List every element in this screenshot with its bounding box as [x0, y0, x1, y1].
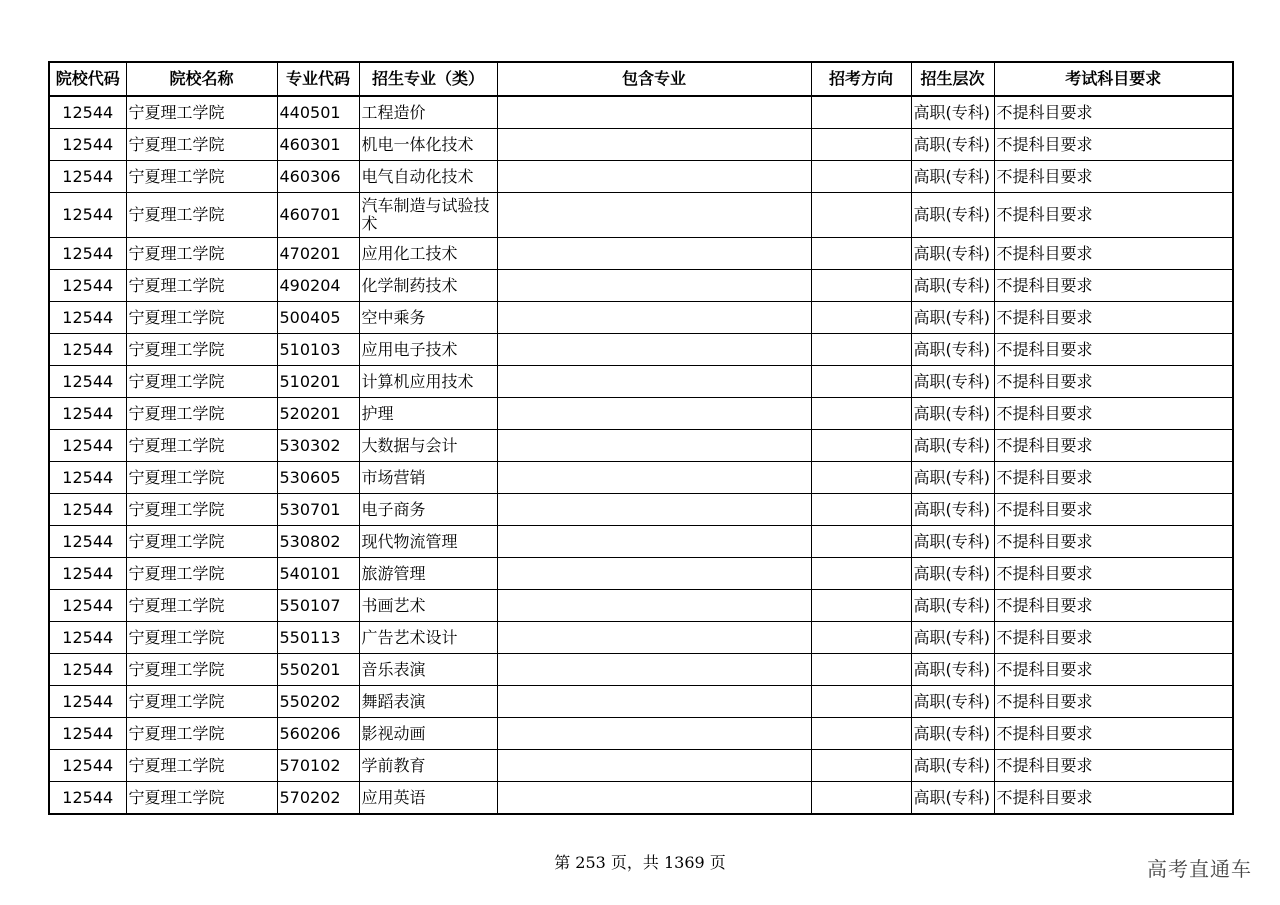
cell-direction — [811, 462, 911, 494]
cell-subject-requirements: 不提科目要求 — [994, 270, 1233, 302]
cell-school-code: 12544 — [49, 782, 126, 815]
cell-direction — [811, 526, 911, 558]
cell-school-name: 宁夏理工学院 — [126, 238, 277, 270]
table-row — [49, 270, 1233, 302]
cell-school-code: 12544 — [49, 526, 126, 558]
cell-school-code: 12544 — [49, 558, 126, 590]
cell-subject-requirements: 不提科目要求 — [994, 494, 1233, 526]
cell-school-code: 12544 — [49, 590, 126, 622]
cell-included-majors — [497, 494, 811, 526]
cell-school-code: 12544 — [49, 718, 126, 750]
table-row — [49, 718, 1233, 750]
cell-major-code: 510103 — [277, 334, 359, 366]
cell-school-code: 12544 — [49, 430, 126, 462]
cell-subject-requirements: 不提科目要求 — [994, 526, 1233, 558]
cell-level: 高职(专科) — [911, 270, 994, 302]
cell-direction — [811, 96, 911, 129]
cell-major-code: 530701 — [277, 494, 359, 526]
table-row — [49, 366, 1233, 398]
cell-direction — [811, 270, 911, 302]
cell-direction — [811, 558, 911, 590]
cell-school-code: 12544 — [49, 686, 126, 718]
cell-school-code: 12544 — [49, 622, 126, 654]
cell-level: 高职(专科) — [911, 96, 994, 129]
cell-major-code: 470201 — [277, 238, 359, 270]
table-row — [49, 526, 1233, 558]
cell-included-majors — [497, 718, 811, 750]
cell-major: 音乐表演 — [359, 654, 497, 686]
cell-school-code: 12544 — [49, 161, 126, 193]
cell-school-name: 宁夏理工学院 — [126, 750, 277, 782]
header-included-majors: 包含专业 — [497, 62, 811, 96]
table-row — [49, 494, 1233, 526]
cell-direction — [811, 622, 911, 654]
cell-school-code: 12544 — [49, 270, 126, 302]
cell-major-code: 570102 — [277, 750, 359, 782]
cell-major: 大数据与会计 — [359, 430, 497, 462]
cell-level: 高职(专科) — [911, 686, 994, 718]
cell-included-majors — [497, 96, 811, 129]
cell-level: 高职(专科) — [911, 526, 994, 558]
cell-school-name: 宁夏理工学院 — [126, 398, 277, 430]
cell-major-code: 550107 — [277, 590, 359, 622]
cell-included-majors — [497, 782, 811, 815]
cell-school-name: 宁夏理工学院 — [126, 462, 277, 494]
table-row — [49, 238, 1233, 270]
cell-major: 机电一体化技术 — [359, 129, 497, 161]
cell-subject-requirements: 不提科目要求 — [994, 161, 1233, 193]
cell-subject-requirements: 不提科目要求 — [994, 750, 1233, 782]
cell-school-code: 12544 — [49, 494, 126, 526]
cell-major-code: 500405 — [277, 302, 359, 334]
cell-subject-requirements: 不提科目要求 — [994, 193, 1233, 238]
page-number: 第 253 页，共 1369 页 — [554, 853, 726, 872]
cell-level: 高职(专科) — [911, 430, 994, 462]
header-major-code: 专业代码 — [277, 62, 359, 96]
cell-school-name: 宁夏理工学院 — [126, 161, 277, 193]
cell-subject-requirements: 不提科目要求 — [994, 622, 1233, 654]
cell-included-majors — [497, 238, 811, 270]
cell-included-majors — [497, 462, 811, 494]
table-header-row — [49, 62, 1233, 96]
cell-major-code: 460301 — [277, 129, 359, 161]
cell-direction — [811, 782, 911, 815]
cell-major-code: 460306 — [277, 161, 359, 193]
cell-subject-requirements: 不提科目要求 — [994, 430, 1233, 462]
cell-school-name: 宁夏理工学院 — [126, 558, 277, 590]
cell-school-code: 12544 — [49, 654, 126, 686]
table-row — [49, 622, 1233, 654]
cell-school-code: 12544 — [49, 462, 126, 494]
cell-included-majors — [497, 654, 811, 686]
cell-subject-requirements: 不提科目要求 — [994, 558, 1233, 590]
cell-school-code: 12544 — [49, 750, 126, 782]
cell-included-majors — [497, 622, 811, 654]
cell-subject-requirements: 不提科目要求 — [994, 686, 1233, 718]
table-row — [49, 462, 1233, 494]
cell-school-code: 12544 — [49, 302, 126, 334]
cell-major-code: 570202 — [277, 782, 359, 815]
cell-direction — [811, 494, 911, 526]
cell-major-code: 550113 — [277, 622, 359, 654]
cell-included-majors — [497, 334, 811, 366]
cell-subject-requirements: 不提科目要求 — [994, 398, 1233, 430]
cell-level: 高职(专科) — [911, 718, 994, 750]
cell-subject-requirements: 不提科目要求 — [994, 302, 1233, 334]
cell-level: 高职(专科) — [911, 622, 994, 654]
cell-major: 化学制药技术 — [359, 270, 497, 302]
table-row — [49, 302, 1233, 334]
header-school-name: 院校名称 — [126, 62, 277, 96]
cell-school-name: 宁夏理工学院 — [126, 526, 277, 558]
table-row — [49, 334, 1233, 366]
cell-major-code: 440501 — [277, 96, 359, 129]
cell-included-majors — [497, 366, 811, 398]
cell-major: 工程造价 — [359, 96, 497, 129]
cell-subject-requirements: 不提科目要求 — [994, 238, 1233, 270]
header-school-code: 院校代码 — [49, 62, 126, 96]
cell-level: 高职(专科) — [911, 302, 994, 334]
cell-direction — [811, 238, 911, 270]
header-level: 招生层次 — [911, 62, 994, 96]
cell-major: 计算机应用技术 — [359, 366, 497, 398]
cell-level: 高职(专科) — [911, 558, 994, 590]
cell-direction — [811, 430, 911, 462]
cell-direction — [811, 398, 911, 430]
cell-school-name: 宁夏理工学院 — [126, 366, 277, 398]
cell-major: 市场营销 — [359, 462, 497, 494]
table-row — [49, 193, 1233, 238]
cell-school-name: 宁夏理工学院 — [126, 96, 277, 129]
cell-included-majors — [497, 270, 811, 302]
cell-major-code: 560206 — [277, 718, 359, 750]
cell-direction — [811, 654, 911, 686]
cell-school-code: 12544 — [49, 398, 126, 430]
cell-subject-requirements: 不提科目要求 — [994, 129, 1233, 161]
cell-major: 电子商务 — [359, 494, 497, 526]
cell-school-code: 12544 — [49, 334, 126, 366]
cell-included-majors — [497, 686, 811, 718]
cell-level: 高职(专科) — [911, 750, 994, 782]
cell-included-majors — [497, 129, 811, 161]
table-row — [49, 161, 1233, 193]
cell-school-name: 宁夏理工学院 — [126, 590, 277, 622]
cell-level: 高职(专科) — [911, 129, 994, 161]
cell-direction — [811, 193, 911, 238]
cell-direction — [811, 590, 911, 622]
cell-major: 现代物流管理 — [359, 526, 497, 558]
table-row — [49, 590, 1233, 622]
cell-included-majors — [497, 590, 811, 622]
cell-school-name: 宁夏理工学院 — [126, 430, 277, 462]
cell-school-code: 12544 — [49, 366, 126, 398]
cell-school-name: 宁夏理工学院 — [126, 622, 277, 654]
cell-level: 高职(专科) — [911, 334, 994, 366]
cell-major-code: 510201 — [277, 366, 359, 398]
cell-major-code: 550201 — [277, 654, 359, 686]
cell-level: 高职(专科) — [911, 193, 994, 238]
table-row — [49, 654, 1233, 686]
cell-direction — [811, 161, 911, 193]
table-row — [49, 558, 1233, 590]
header-subject-requirements: 考试科目要求 — [994, 62, 1233, 96]
cell-school-name: 宁夏理工学院 — [126, 129, 277, 161]
cell-direction — [811, 686, 911, 718]
cell-school-code: 12544 — [49, 129, 126, 161]
cell-included-majors — [497, 526, 811, 558]
cell-level: 高职(专科) — [911, 494, 994, 526]
cell-direction — [811, 366, 911, 398]
cell-subject-requirements: 不提科目要求 — [994, 654, 1233, 686]
cell-school-code: 12544 — [49, 238, 126, 270]
watermark: 高考直通车 — [1147, 857, 1252, 881]
header-direction: 招考方向 — [811, 62, 911, 96]
cell-level: 高职(专科) — [911, 161, 994, 193]
cell-level: 高职(专科) — [911, 654, 994, 686]
table-row — [49, 430, 1233, 462]
table-row — [49, 129, 1233, 161]
cell-major: 书画艺术 — [359, 590, 497, 622]
cell-major-code: 520201 — [277, 398, 359, 430]
cell-major: 空中乘务 — [359, 302, 497, 334]
cell-school-code: 12544 — [49, 193, 126, 238]
cell-included-majors — [497, 302, 811, 334]
table-row — [49, 750, 1233, 782]
cell-school-name: 宁夏理工学院 — [126, 782, 277, 815]
cell-major: 影视动画 — [359, 718, 497, 750]
cell-school-name: 宁夏理工学院 — [126, 270, 277, 302]
cell-major: 应用化工技术 — [359, 238, 497, 270]
cell-included-majors — [497, 750, 811, 782]
table-row — [49, 398, 1233, 430]
cell-level: 高职(专科) — [911, 398, 994, 430]
cell-subject-requirements: 不提科目要求 — [994, 334, 1233, 366]
cell-direction — [811, 129, 911, 161]
cell-subject-requirements: 不提科目要求 — [994, 366, 1233, 398]
cell-major-code: 550202 — [277, 686, 359, 718]
cell-major: 应用电子技术 — [359, 334, 497, 366]
cell-major: 应用英语 — [359, 782, 497, 815]
table-body — [49, 96, 1233, 814]
enrollment-table — [48, 61, 1234, 815]
cell-included-majors — [497, 430, 811, 462]
cell-included-majors — [497, 161, 811, 193]
cell-school-name: 宁夏理工学院 — [126, 302, 277, 334]
table-row — [49, 96, 1233, 129]
cell-included-majors — [497, 558, 811, 590]
cell-included-majors — [497, 193, 811, 238]
cell-school-name: 宁夏理工学院 — [126, 193, 277, 238]
cell-school-name: 宁夏理工学院 — [126, 654, 277, 686]
cell-direction — [811, 302, 911, 334]
cell-level: 高职(专科) — [911, 782, 994, 815]
cell-school-code: 12544 — [49, 96, 126, 129]
cell-school-name: 宁夏理工学院 — [126, 718, 277, 750]
cell-level: 高职(专科) — [911, 590, 994, 622]
cell-major: 电气自动化技术 — [359, 161, 497, 193]
cell-included-majors — [497, 398, 811, 430]
cell-subject-requirements: 不提科目要求 — [994, 590, 1233, 622]
cell-major: 旅游管理 — [359, 558, 497, 590]
cell-level: 高职(专科) — [911, 462, 994, 494]
cell-major-code: 530605 — [277, 462, 359, 494]
cell-major: 护理 — [359, 398, 497, 430]
table-row — [49, 782, 1233, 815]
cell-subject-requirements: 不提科目要求 — [994, 96, 1233, 129]
cell-major: 舞蹈表演 — [359, 686, 497, 718]
cell-major: 广告艺术设计 — [359, 622, 497, 654]
cell-level: 高职(专科) — [911, 366, 994, 398]
cell-major: 汽车制造与试验技术 — [359, 193, 497, 238]
cell-subject-requirements: 不提科目要求 — [994, 462, 1233, 494]
cell-direction — [811, 334, 911, 366]
cell-major-code: 490204 — [277, 270, 359, 302]
cell-subject-requirements: 不提科目要求 — [994, 718, 1233, 750]
cell-major-code: 540101 — [277, 558, 359, 590]
cell-major-code: 530302 — [277, 430, 359, 462]
cell-level: 高职(专科) — [911, 238, 994, 270]
cell-major-code: 460701 — [277, 193, 359, 238]
cell-school-name: 宁夏理工学院 — [126, 494, 277, 526]
cell-school-name: 宁夏理工学院 — [126, 686, 277, 718]
table-row — [49, 686, 1233, 718]
cell-major: 学前教育 — [359, 750, 497, 782]
cell-major-code: 530802 — [277, 526, 359, 558]
cell-direction — [811, 750, 911, 782]
header-major: 招生专业（类） — [359, 62, 497, 96]
cell-school-name: 宁夏理工学院 — [126, 334, 277, 366]
cell-direction — [811, 718, 911, 750]
cell-subject-requirements: 不提科目要求 — [994, 782, 1233, 815]
